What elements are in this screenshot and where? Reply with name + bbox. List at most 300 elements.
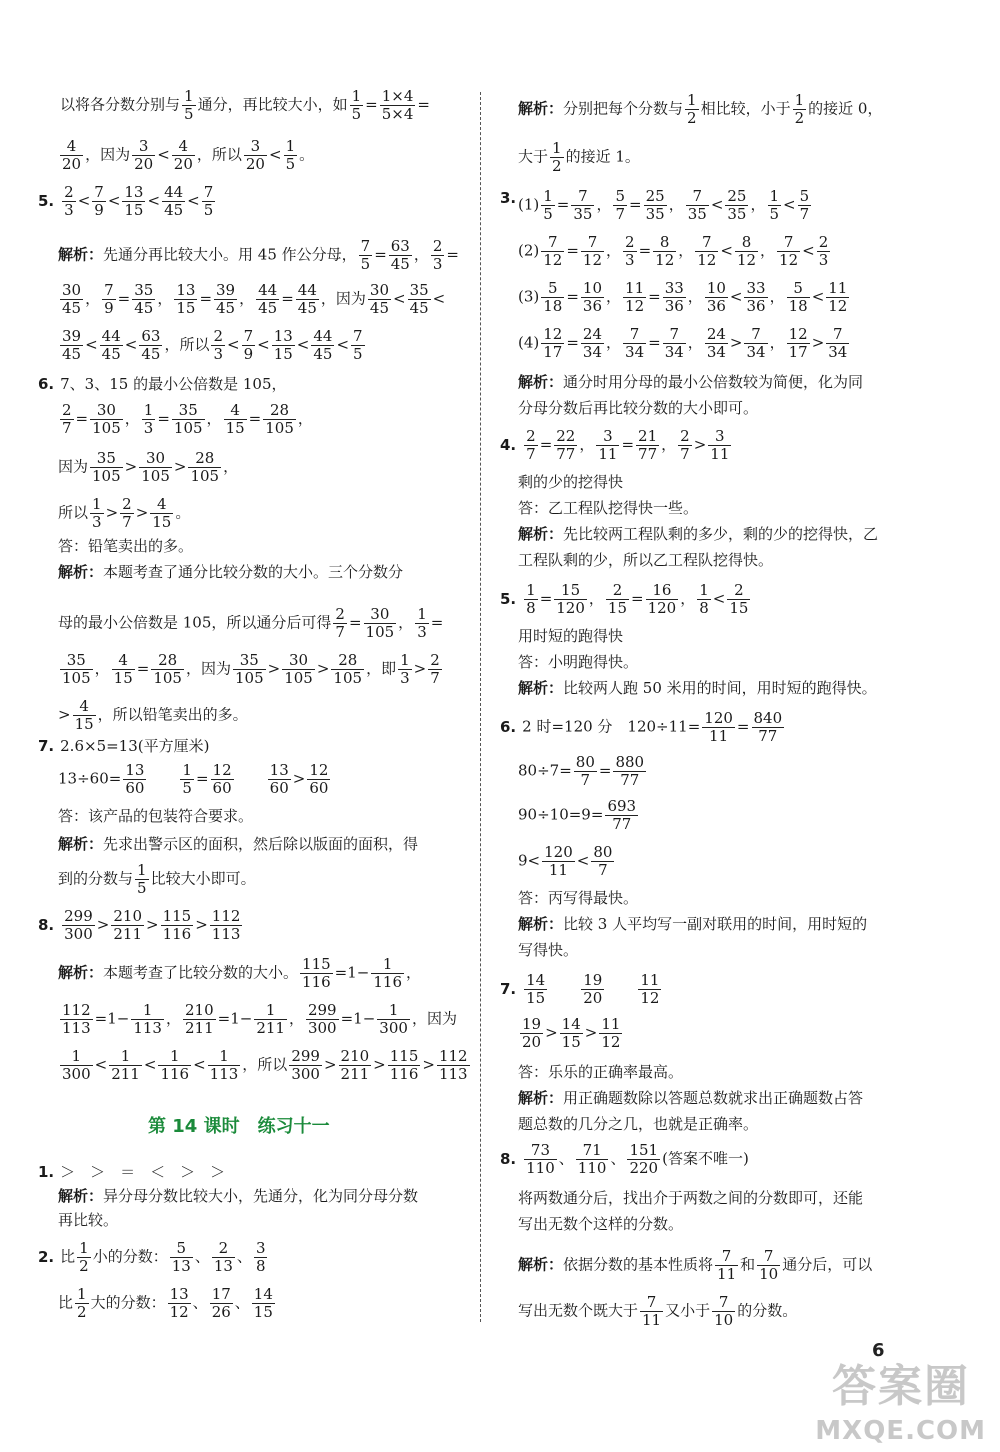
text: <: [712, 589, 726, 608]
text: [606, 980, 636, 998]
text: 解析：: [518, 1089, 564, 1107]
text: =: [348, 613, 362, 632]
text: =: [629, 195, 642, 214]
fraction: $\frac{63}{45}$: [141, 327, 161, 363]
text-line: [58, 834, 418, 854]
fraction: $\frac{10}{36}$: [706, 279, 726, 315]
text: 先求出警示区的面积，然后除以版面的面积，得: [103, 835, 419, 853]
fraction: $\frac{2}{3}$: [213, 327, 223, 363]
fraction: $\frac{1}{5}$: [184, 87, 194, 123]
fraction: $\frac{112}{113}$: [438, 1047, 468, 1083]
text-line: [58, 1210, 118, 1230]
fraction: $\frac{2}{13}$: [213, 1239, 233, 1275]
text: >: [584, 1023, 598, 1042]
text: >: [146, 915, 159, 934]
text: ，即: [366, 659, 397, 678]
fraction: $\frac{1}{3}$: [400, 651, 410, 687]
text: ，: [769, 333, 785, 352]
fraction: $\frac{14}{15}$: [253, 1285, 273, 1321]
fraction: $\frac{1}{300}$: [62, 1047, 91, 1083]
text: [236, 770, 266, 788]
fraction: $\frac{44}{45}$: [164, 183, 184, 219]
text: 8.: [500, 1149, 517, 1168]
fraction: $\frac{21}{77}$: [638, 427, 658, 463]
fraction: $\frac{80}{7}$: [575, 753, 595, 789]
text: <: [783, 195, 796, 214]
text: =: [199, 289, 213, 308]
text: 答：乙工程队挖得快一些。: [518, 499, 699, 517]
fraction: $\frac{3}{8}$: [255, 1239, 266, 1275]
text: =: [446, 245, 459, 264]
fraction: $\frac{33}{36}$: [664, 279, 684, 315]
fraction: $\frac{115}{116}$: [302, 955, 331, 991]
fraction: $\frac{7}{34}$: [746, 325, 766, 361]
text: 5.: [38, 191, 55, 210]
text-line: [518, 754, 648, 789]
text-line: [518, 326, 851, 361]
fraction: $\frac{4}{20}$: [173, 137, 193, 173]
text: ，: [596, 195, 612, 214]
fraction: $\frac{28}{105}$: [190, 449, 220, 485]
text: ，: [223, 457, 239, 476]
text: (4): [518, 333, 540, 352]
text-line: [518, 280, 851, 315]
text: 写得快。: [518, 941, 579, 959]
fraction: $\frac{2}{15}$: [607, 581, 628, 617]
text: ，因为: [411, 1009, 457, 1028]
text: ，: [157, 289, 173, 308]
text: <: [147, 191, 161, 210]
text: =: [566, 333, 579, 352]
text: 7.: [38, 737, 55, 755]
text: =: [157, 409, 170, 428]
text: <: [720, 241, 733, 260]
fraction: $\frac{1}{8}$: [526, 581, 536, 617]
text-line: [58, 956, 421, 991]
text: ，: [398, 613, 414, 632]
fraction: $\frac{4}{20}$: [62, 137, 82, 173]
fraction: $\frac{35}{105}$: [62, 651, 91, 687]
fraction: $\frac{299}{300}$: [291, 1047, 320, 1083]
fraction: $\frac{13}{12}$: [169, 1285, 189, 1321]
fraction: $\frac{7}{35}$: [573, 187, 593, 223]
text: ，因为: [185, 659, 231, 678]
text: 、: [610, 1149, 626, 1168]
text: 和: [740, 1255, 756, 1274]
fraction: $\frac{1}{2}$: [794, 91, 805, 127]
text: <: [227, 335, 240, 354]
text: >: [316, 659, 330, 678]
fraction: $\frac{13}{60}$: [125, 761, 145, 797]
fraction: $\frac{7}{9}$: [243, 327, 254, 363]
text: 、: [558, 1149, 574, 1168]
fraction: $\frac{2}{3}$: [818, 233, 829, 269]
text: 答：铅笔卖出的多。: [58, 537, 194, 555]
text: >: [292, 769, 306, 788]
text: >: [96, 915, 110, 934]
text: =: [638, 241, 652, 260]
text: ，: [661, 435, 677, 454]
text: <: [193, 1055, 206, 1074]
text: 比: [60, 1247, 76, 1266]
text: =: [248, 409, 262, 428]
fraction: $\frac{11}{12}$: [828, 279, 848, 315]
fraction: $\frac{2}{3}$: [625, 233, 635, 269]
text: =: [648, 333, 661, 352]
text-line: [500, 710, 786, 745]
text: ，: [588, 589, 604, 608]
fraction: $\frac{7}{11}$: [642, 1293, 662, 1329]
text: 2 时=120 分 120÷11=: [522, 717, 701, 736]
fraction: $\frac{151}{220}$: [629, 1141, 659, 1177]
text-line: [500, 972, 663, 1007]
text: >: [267, 659, 281, 678]
text: 因为: [58, 457, 89, 476]
fraction: $\frac{693}{77}$: [607, 797, 637, 833]
text: 解析：: [518, 679, 564, 697]
fraction: $\frac{12}{17}$: [543, 325, 563, 361]
text: 用时短的跑得快: [518, 627, 624, 645]
text-line: [58, 450, 238, 485]
fraction: $\frac{30}{45}$: [369, 281, 389, 317]
text: 。: [175, 503, 191, 522]
text: 剩的少的挖得快: [518, 473, 624, 491]
fraction: $\frac{7}{12}$: [779, 233, 799, 269]
text: ，所以: [164, 335, 210, 354]
fraction: $\frac{5}{7}$: [799, 187, 810, 223]
text-line: [58, 238, 459, 273]
text: 解析：: [518, 1255, 564, 1274]
text: 、: [236, 1247, 252, 1266]
text: ，: [406, 963, 422, 982]
text-line: [58, 762, 332, 797]
fraction: $\frac{25}{35}$: [727, 187, 747, 223]
text-line: [518, 626, 623, 646]
text: 、: [194, 1247, 210, 1266]
fraction: $\frac{299}{300}$: [307, 1001, 337, 1037]
fraction: $\frac{1}{3}$: [417, 605, 427, 641]
fraction: $\frac{35}{105}$: [234, 651, 264, 687]
fraction: $\frac{4}{15}$: [225, 401, 245, 437]
fraction: $\frac{12}{17}$: [788, 325, 808, 361]
fraction: $\frac{5}{13}$: [171, 1239, 191, 1275]
fraction: $\frac{14}{15}$: [526, 971, 546, 1007]
text: =: [430, 613, 444, 632]
text: <: [268, 145, 282, 164]
text: 到的分数与: [58, 869, 134, 888]
text: >: [105, 503, 119, 522]
text: <: [393, 289, 406, 308]
text: =1−: [334, 963, 370, 982]
fraction: $\frac{1}{2}$: [77, 1285, 87, 1321]
fraction: $\frac{63}{45}$: [390, 237, 410, 273]
fraction: $\frac{2}{3}$: [432, 237, 443, 273]
fraction: $\frac{2}{7}$: [122, 495, 132, 531]
text: 写出无数个这样的分数。: [518, 1215, 684, 1233]
fraction: $\frac{5}{18}$: [543, 279, 563, 315]
fraction: $\frac{1}{113}$: [209, 1047, 239, 1083]
text: =: [417, 95, 430, 114]
text: =: [566, 241, 579, 260]
text: 解析：: [518, 525, 564, 543]
fraction: $\frac{19}{20}$: [522, 1015, 542, 1051]
text: 解析：: [518, 99, 564, 118]
text: ，: [760, 241, 776, 260]
text-line: [518, 234, 832, 269]
text: <: [77, 191, 91, 210]
text: 小的分数：: [92, 1247, 168, 1266]
text: =: [631, 589, 644, 608]
text-line: [518, 1188, 863, 1208]
fraction: $\frac{7}{35}$: [687, 187, 707, 223]
text: ，: [668, 195, 684, 214]
text-line: [518, 1016, 624, 1051]
text: >: [135, 503, 149, 522]
text: >: [413, 659, 427, 678]
fraction: $\frac{7}{9}$: [94, 183, 104, 219]
text: 3.: [500, 189, 517, 207]
fraction: $\frac{2}{7}$: [680, 427, 690, 463]
fraction: $\frac{30}{105}$: [365, 605, 395, 641]
fraction: $\frac{1}{2}$: [79, 1239, 89, 1275]
text: ，: [413, 245, 429, 264]
text: [148, 770, 178, 788]
text-line: [38, 736, 209, 756]
text-line: [518, 1062, 683, 1082]
text: 用正确题数除以答题总数就求出正确题数占答: [563, 1089, 864, 1107]
fraction: $\frac{1}{116}$: [160, 1047, 190, 1083]
text: 。: [299, 145, 315, 164]
text: ，: [606, 287, 622, 306]
text: 80÷7=: [518, 761, 572, 780]
text-line: [500, 428, 733, 463]
text-line: [38, 374, 286, 394]
text: 13÷60=: [58, 769, 122, 788]
text: 题总数的几分之几，也就是正确率。: [518, 1115, 759, 1133]
text-line: [518, 844, 616, 879]
text: =: [556, 195, 570, 214]
text: (3): [518, 287, 540, 306]
text: >: [693, 435, 707, 454]
text-line: [58, 1186, 418, 1206]
text-line: [58, 1286, 277, 1321]
fraction: $\frac{5}{18}$: [788, 279, 808, 315]
text-line: [58, 862, 256, 897]
text: ，: [85, 289, 101, 308]
text: 答：该产品的包装符合要求。: [58, 807, 254, 825]
fraction: $\frac{1}{2}$: [552, 139, 562, 175]
text: 依据分数的基本性质将: [563, 1255, 714, 1274]
text: =: [117, 289, 131, 308]
fraction: $\frac{30}{105}$: [92, 401, 121, 437]
text: 的分数。: [737, 1301, 798, 1320]
fraction: $\frac{7}{5}$: [353, 327, 363, 363]
text-line: [58, 806, 253, 826]
fraction: $\frac{22}{77}$: [556, 427, 576, 463]
text-line: [60, 88, 430, 123]
fraction: $\frac{30}{105}$: [141, 449, 170, 485]
watermark-logo-text: 答案圈: [832, 1361, 970, 1412]
watermark-url: MXQE.COM: [815, 1416, 986, 1446]
text: 母的最小公倍数是 105，所以通分后可得: [58, 613, 332, 632]
text: 2.: [38, 1247, 55, 1266]
text-line: [518, 1114, 758, 1134]
fraction: $\frac{210}{211}$: [184, 1001, 214, 1037]
text: 所以: [58, 503, 89, 522]
text: ，所以铅笔卖出的多。: [97, 705, 248, 724]
text: <: [729, 287, 743, 306]
text: 解析：: [518, 915, 564, 933]
fraction: $\frac{13}{15}$: [176, 281, 196, 317]
text: ，所以: [242, 1055, 288, 1074]
text: =: [281, 289, 294, 308]
section-heading: 第 14 课时 练习十一: [148, 1116, 330, 1137]
text-line: [518, 888, 638, 908]
fraction: $\frac{115}{116}$: [389, 1047, 419, 1083]
text: =: [195, 769, 209, 788]
fraction: $\frac{35}{105}$: [92, 449, 121, 485]
text: 4.: [500, 435, 517, 454]
text: =: [736, 717, 750, 736]
fraction: $\frac{1}{116}$: [373, 955, 402, 991]
text: <: [187, 191, 200, 210]
text: 通分，再比较大小，如: [197, 95, 348, 114]
fraction: $\frac{11}{12}$: [601, 1015, 621, 1051]
text: <: [811, 287, 825, 306]
fraction: $\frac{120}{11}$: [544, 843, 573, 879]
fraction: $\frac{1}{3}$: [143, 401, 154, 437]
fraction: $\frac{28}{105}$: [333, 651, 363, 687]
fraction: $\frac{28}{105}$: [265, 401, 294, 437]
fraction: $\frac{28}{105}$: [153, 651, 182, 687]
fraction: $\frac{7}{11}$: [717, 1247, 737, 1283]
text: 解析：: [58, 245, 104, 264]
text: [549, 980, 579, 998]
text: 本题考查了比较分数的大小。: [103, 963, 299, 982]
text: ，: [239, 289, 255, 308]
text: (答案不唯一): [662, 1149, 749, 1168]
fraction: $\frac{13}{60}$: [269, 761, 289, 797]
text: 的接近 1。: [565, 147, 640, 166]
text: <: [94, 1055, 108, 1074]
fraction: $\frac{13}{15}$: [273, 327, 293, 363]
fraction: $\frac{39}{45}$: [62, 327, 82, 363]
text: 大的分数：: [90, 1293, 166, 1312]
text: 90÷10=9=: [518, 805, 604, 824]
text: <: [143, 1055, 157, 1074]
text-line: [58, 562, 403, 582]
text: 通分后，可以: [782, 1255, 873, 1274]
text: <: [296, 335, 310, 354]
text-line: [38, 1162, 225, 1182]
text: 通分时用分母的最小公倍数较为简便，化为同: [563, 373, 864, 391]
text-line: [518, 678, 877, 698]
text: =: [365, 95, 378, 114]
fraction: $\frac{13}{15}$: [124, 183, 144, 219]
text: =: [75, 409, 89, 428]
text-line: [58, 698, 248, 733]
text-line: [58, 1048, 472, 1083]
text: 5.: [500, 589, 517, 608]
fraction: $\frac{1}{5}$: [137, 861, 147, 897]
text-line: [518, 798, 640, 833]
text: ，所以: [196, 145, 242, 164]
fraction: $\frac{3}{11}$: [710, 427, 730, 463]
text: 9<: [518, 851, 541, 870]
fraction: $\frac{30}{45}$: [62, 281, 82, 317]
text: >: [58, 705, 71, 724]
fraction: $\frac{112}{113}$: [62, 1001, 91, 1037]
text: 本题考查了通分比较分数的大小。三个分数分: [103, 563, 404, 581]
watermark-logo: [812, 1348, 992, 1448]
text-line: [518, 550, 773, 570]
text: =: [621, 435, 635, 454]
fraction: $\frac{1}{2}$: [687, 91, 697, 127]
fraction: $\frac{120}{11}$: [704, 709, 733, 745]
fraction: $\frac{8}{12}$: [736, 233, 757, 269]
text: ，: [769, 287, 785, 306]
fraction: $\frac{14}{15}$: [561, 1015, 581, 1051]
fraction: $\frac{2}{7}$: [62, 401, 72, 437]
fraction: $\frac{30}{105}$: [284, 651, 313, 687]
fraction: $\frac{7}{12}$: [697, 233, 717, 269]
text: ，: [606, 333, 622, 352]
text: 8.: [38, 915, 55, 934]
text: 解析：: [58, 835, 104, 853]
text: 再比较。: [58, 1211, 119, 1229]
fraction: $\frac{840}{77}$: [753, 709, 783, 745]
text: 6.: [38, 375, 55, 393]
text-line: [58, 606, 443, 641]
fraction: $\frac{8}{12}$: [655, 233, 675, 269]
text: >: [173, 457, 187, 476]
fraction: $\frac{3}{20}$: [245, 137, 265, 173]
text: =: [136, 659, 150, 678]
fraction: $\frac{2}{7}$: [335, 605, 345, 641]
fraction: $\frac{44}{45}$: [101, 327, 121, 363]
text: ＞ ＞ ＝ ＜ ＞ ＞: [60, 1163, 226, 1181]
text: ，: [680, 589, 696, 608]
text: >: [323, 1055, 337, 1074]
fraction: $\frac{2}{15}$: [729, 581, 749, 617]
text: ，: [750, 195, 766, 214]
fraction: $\frac{3}{11}$: [598, 427, 618, 463]
text: >: [195, 915, 208, 934]
fraction: $\frac{44}{45}$: [313, 327, 333, 363]
fraction: $\frac{2}{3}$: [64, 183, 74, 219]
text: ，: [206, 409, 222, 428]
text: 分别把每个分数与: [563, 99, 684, 118]
text: <: [107, 191, 121, 210]
text-line: [58, 328, 367, 363]
text: ，: [94, 659, 110, 678]
fraction: $\frac{33}{36}$: [746, 279, 766, 315]
fraction: $\frac{7}{34}$: [828, 325, 848, 361]
fraction: $\frac{17}{26}$: [211, 1285, 231, 1321]
fraction: $\frac{1}{211}$: [256, 1001, 285, 1037]
text: 分母分数后再比较分数的大小即可。: [518, 399, 759, 417]
fraction: $\frac{3}{20}$: [134, 137, 154, 173]
text: <: [257, 335, 270, 354]
fraction: $\frac{35}{45}$: [134, 281, 154, 317]
text: =: [648, 287, 661, 306]
fraction: $\frac{25}{35}$: [645, 187, 665, 223]
text-line: [500, 582, 752, 617]
fraction: $\frac{1}{8}$: [699, 581, 709, 617]
text-line: [58, 402, 313, 437]
fraction: $\frac{44}{45}$: [258, 281, 278, 317]
text: =: [374, 245, 387, 264]
